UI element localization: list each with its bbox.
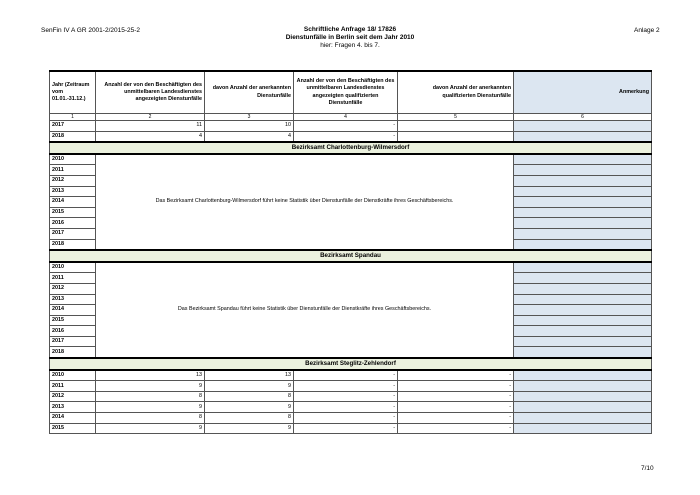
year-cell: 2016 bbox=[50, 218, 96, 229]
recognized-cell: 9 bbox=[205, 423, 294, 434]
document-subtitle: Dienstunfälle in Berlin seit dem Jahr 2010 bbox=[285, 34, 415, 41]
document-reference: SenFin IV A GR 2001-2/2015-25-2 bbox=[41, 27, 141, 34]
year-cell: 2013 bbox=[50, 294, 96, 305]
column-header-recognized: davon Anzahl der anerkannten Dienstunfälle bbox=[205, 71, 294, 114]
remark-cell bbox=[514, 370, 652, 381]
column-number: 1 bbox=[50, 114, 96, 121]
remark-cell bbox=[514, 423, 652, 434]
remark-cell bbox=[514, 413, 652, 424]
qualified-reported-cell: - bbox=[294, 402, 398, 413]
column-number: 5 bbox=[398, 114, 514, 121]
remark-cell bbox=[514, 294, 652, 305]
reported-cell: 9 bbox=[96, 423, 205, 434]
year-cell: 2017 bbox=[50, 228, 96, 239]
year-cell: 2011 bbox=[50, 381, 96, 392]
table-row bbox=[50, 121, 652, 132]
no-statistics-note: Das Bezirksamt Spandau führt keine Statistik über Dienstunfälle der Dienstkräfte ihres Geschäftsbereichs. bbox=[96, 262, 514, 358]
table-row bbox=[50, 391, 652, 402]
reported-cell: 8 bbox=[96, 391, 205, 402]
year-cell: 2015 bbox=[50, 423, 96, 434]
year-cell: 2012 bbox=[50, 283, 96, 294]
remark-cell bbox=[514, 326, 652, 337]
section-header-row bbox=[50, 358, 652, 370]
qualified-reported-cell: - bbox=[294, 131, 398, 142]
table-row bbox=[50, 413, 652, 424]
remark-cell bbox=[514, 218, 652, 229]
reported-cell: 9 bbox=[96, 381, 205, 392]
appendix-label: Anlage 2 bbox=[634, 27, 660, 34]
remark-cell bbox=[514, 186, 652, 197]
year-cell: 2011 bbox=[50, 165, 96, 176]
reported-cell: 13 bbox=[96, 370, 205, 381]
document-title: Schriftliche Anfrage 18/ 17826 bbox=[303, 26, 397, 33]
remark-cell bbox=[514, 381, 652, 392]
qualified-recognized-cell bbox=[398, 131, 514, 142]
qualified-recognized-cell bbox=[398, 121, 514, 132]
table-header-row bbox=[50, 71, 652, 114]
recognized-cell: 8 bbox=[205, 391, 294, 402]
table-row bbox=[50, 370, 652, 381]
section-header-row bbox=[50, 250, 652, 262]
remark-cell bbox=[514, 228, 652, 239]
remark-cell bbox=[514, 315, 652, 326]
recognized-cell: 9 bbox=[205, 381, 294, 392]
reported-cell: 9 bbox=[96, 402, 205, 413]
year-cell: 2012 bbox=[50, 391, 96, 402]
year-cell: 2014 bbox=[50, 197, 96, 208]
reported-cell: 8 bbox=[96, 413, 205, 424]
qualified-reported-cell: - bbox=[294, 413, 398, 424]
qualified-recognized-cell: - bbox=[398, 402, 514, 413]
year-cell: 2012 bbox=[50, 175, 96, 186]
year-cell: 2010 bbox=[50, 154, 96, 165]
remark-cell bbox=[514, 165, 652, 176]
table-row bbox=[50, 402, 652, 413]
year-cell: 2010 bbox=[50, 262, 96, 273]
section-title: Bezirksamt Charlottenburg-Wilmersdorf bbox=[50, 142, 652, 154]
qualified-recognized-cell: - bbox=[398, 370, 514, 381]
year-cell: 2014 bbox=[50, 305, 96, 316]
remark-cell bbox=[514, 283, 652, 294]
year-cell: 2015 bbox=[50, 207, 96, 218]
recognized-cell: 8 bbox=[205, 413, 294, 424]
column-number: 4 bbox=[294, 114, 398, 121]
section-title: Bezirksamt Spandau bbox=[50, 250, 652, 262]
year-cell: 2018 bbox=[50, 347, 96, 358]
reported-cell: 4 bbox=[96, 131, 205, 142]
remark-cell bbox=[514, 391, 652, 402]
qualified-reported-cell: - bbox=[294, 423, 398, 434]
remark-cell bbox=[514, 197, 652, 208]
remark-cell bbox=[514, 273, 652, 284]
year-cell: 2016 bbox=[50, 326, 96, 337]
year-cell: 2018 bbox=[50, 239, 96, 250]
recognized-cell: 13 bbox=[205, 370, 294, 381]
qualified-reported-cell: - bbox=[294, 391, 398, 402]
column-number: 3 bbox=[205, 114, 294, 121]
qualified-reported-cell: - bbox=[294, 381, 398, 392]
table-row bbox=[50, 154, 652, 165]
year-cell: 2013 bbox=[50, 402, 96, 413]
year-cell: 2018 bbox=[50, 131, 96, 142]
column-number: 2 bbox=[96, 114, 205, 121]
qualified-recognized-cell: - bbox=[398, 391, 514, 402]
remark-cell bbox=[514, 121, 652, 132]
document-header bbox=[250, 26, 450, 50]
year-cell: 2015 bbox=[50, 315, 96, 326]
year-cell: 2014 bbox=[50, 413, 96, 424]
no-statistics-note: Das Bezirksamt Charlottenburg-Wilmersdorf führt keine Statistik über Dienstunfälle der Dienstkräfte ihres Geschäftsbereichs. bbox=[96, 154, 514, 250]
recognized-cell: 9 bbox=[205, 402, 294, 413]
document-questions: hier: Fragen 4. bis 7. bbox=[320, 42, 380, 49]
column-header-remark: Anmerkung bbox=[514, 71, 652, 114]
year-cell: 2011 bbox=[50, 273, 96, 284]
section-header-row bbox=[50, 142, 652, 154]
qualified-reported-cell: - bbox=[294, 370, 398, 381]
table-row bbox=[50, 381, 652, 392]
year-cell: 2017 bbox=[50, 121, 96, 132]
remark-cell bbox=[514, 347, 652, 358]
remark-cell bbox=[514, 131, 652, 142]
column-header-reported: Anzahl der von den Beschäftigten des unmittelbaren Landesdienstes angezeigten Dienstunfälle bbox=[96, 71, 205, 114]
reported-cell: 11 bbox=[96, 121, 205, 132]
column-header-year: Jahr (Zeitraum vom 01.01.-31.12.) bbox=[50, 71, 96, 114]
page-number: 7/10 bbox=[641, 465, 654, 472]
qualified-reported-cell: - bbox=[294, 121, 398, 132]
remark-cell bbox=[514, 239, 652, 250]
column-header-qualified-recognized: davon Anzahl der anerkannten qualifizierten Dienstunfälle bbox=[398, 71, 514, 114]
year-cell: 2013 bbox=[50, 186, 96, 197]
recognized-cell: 10 bbox=[205, 121, 294, 132]
table-row bbox=[50, 262, 652, 273]
year-cell: 2010 bbox=[50, 370, 96, 381]
remark-cell bbox=[514, 207, 652, 218]
remark-cell bbox=[514, 336, 652, 347]
qualified-recognized-cell: - bbox=[398, 423, 514, 434]
remark-cell bbox=[514, 175, 652, 186]
accident-table bbox=[49, 70, 652, 434]
column-number-row bbox=[50, 114, 652, 121]
qualified-recognized-cell: - bbox=[398, 413, 514, 424]
qualified-recognized-cell: - bbox=[398, 381, 514, 392]
year-cell: 2017 bbox=[50, 336, 96, 347]
remark-cell bbox=[514, 154, 652, 165]
column-header-qualified-reported: Anzahl der von den Beschäftigten des unmittelbaren Landesdienstes angezeigten qualifizierten Dienstunfälle bbox=[294, 71, 398, 114]
section-title: Bezirksamt Steglitz-Zehlendorf bbox=[50, 358, 652, 370]
recognized-cell: 4 bbox=[205, 131, 294, 142]
remark-cell bbox=[514, 262, 652, 273]
column-number: 6 bbox=[514, 114, 652, 121]
remark-cell bbox=[514, 402, 652, 413]
table-row bbox=[50, 131, 652, 142]
remark-cell bbox=[514, 305, 652, 316]
table-row bbox=[50, 423, 652, 434]
